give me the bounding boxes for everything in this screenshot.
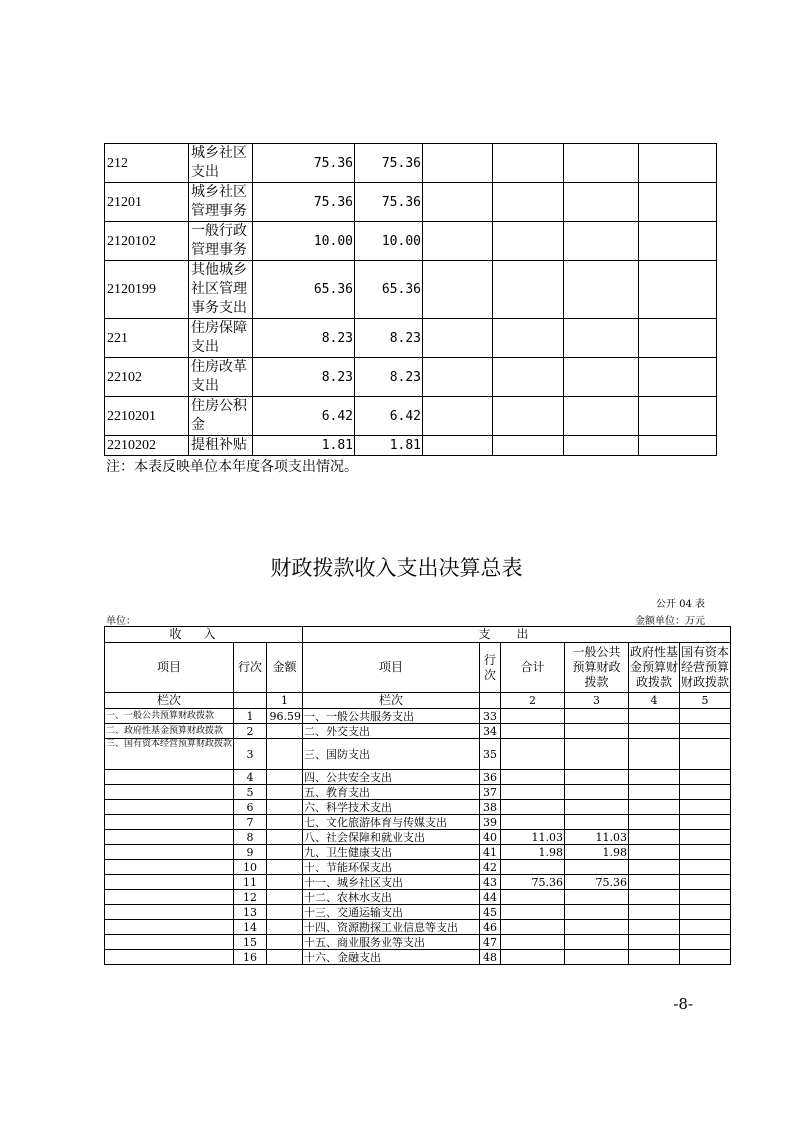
function-code: 2210201: [105, 397, 189, 436]
function-name-line: 社区管理: [191, 281, 247, 297]
expense-total: 75.36: [501, 875, 565, 890]
income-row-no: 15: [234, 935, 267, 950]
column-index-5: 5: [680, 693, 731, 709]
income-row-no: 8: [234, 830, 267, 845]
total-amount: 75.36: [253, 144, 355, 183]
header-line: 国有资本: [681, 645, 730, 659]
fund-budget-amount: [629, 875, 680, 890]
column-index-2: 2: [501, 693, 565, 709]
expense-row-no: 45: [480, 905, 501, 920]
state-capital-amount: [680, 920, 731, 935]
general-budget-header: [565, 643, 629, 693]
income-amount: [267, 815, 303, 830]
function-name-line: 城乡社区: [191, 184, 247, 200]
expense-total: [501, 770, 565, 785]
blank-cell: [639, 436, 717, 456]
expense-item: 十、节能环保支出: [303, 860, 480, 875]
blank-cell: [423, 183, 493, 222]
table-row: [105, 935, 731, 950]
general-budget-amount: [565, 709, 629, 724]
blank-cell: [564, 436, 639, 456]
blank-cell: [493, 144, 564, 183]
blank-cell: [423, 358, 493, 397]
expense-item: 十六、金融支出: [303, 950, 480, 965]
fund-budget-amount: [629, 860, 680, 875]
income-row-no: 13: [234, 905, 267, 920]
fund-budget-amount: [629, 830, 680, 845]
expense-total: [501, 800, 565, 815]
state-capital-amount: [680, 950, 731, 965]
table-row: [105, 845, 731, 860]
income-row-no: 9: [234, 845, 267, 860]
income-item-header: 项目: [105, 643, 234, 693]
page-title: 财政拨款收入支出决算总表: [270, 556, 523, 580]
function-code: 2120199: [105, 261, 189, 319]
expense-total: [501, 950, 565, 965]
basic-expense-amount: 75.36: [355, 144, 423, 183]
basic-expense-amount: 10.00: [355, 222, 423, 261]
table-row: [105, 830, 731, 845]
income-item: [105, 830, 234, 845]
income-row-no: 10: [234, 860, 267, 875]
income-amount: [267, 800, 303, 815]
expense-row-no: 47: [480, 935, 501, 950]
expense-row-no: 46: [480, 920, 501, 935]
blank-cell: [480, 693, 501, 709]
blank-cell: [234, 693, 267, 709]
state-capital-amount: [680, 739, 731, 770]
fund-budget-amount: [629, 950, 680, 965]
amount-unit-label: 金额单位：万元: [635, 616, 705, 627]
income-amount: [267, 830, 303, 845]
income-amount: [267, 770, 303, 785]
income-amount: 96.59: [267, 709, 303, 724]
fund-budget-amount: [629, 815, 680, 830]
income-row-no: 11: [234, 875, 267, 890]
function-name-line: 其他城乡: [191, 262, 247, 278]
fund-budget-amount: [629, 890, 680, 905]
function-code: 2210202: [105, 436, 189, 456]
income-item: 二、政府性基金预算财政拨款: [105, 724, 234, 739]
income-amount: [267, 920, 303, 935]
expense-row-no: 38: [480, 800, 501, 815]
expense-row-no: 39: [480, 815, 501, 830]
blank-cell: [423, 144, 493, 183]
general-budget-amount: [565, 860, 629, 875]
general-budget-amount: [565, 905, 629, 920]
income-amount: [267, 739, 303, 770]
general-budget-amount: 1.98: [565, 845, 629, 860]
income-item: [105, 890, 234, 905]
state-capital-amount: [680, 815, 731, 830]
state-capital-amount: [680, 875, 731, 890]
function-name: [189, 222, 253, 261]
general-budget-amount: [565, 739, 629, 770]
fund-budget-header: [629, 643, 680, 693]
table-row: [105, 860, 731, 875]
income-item: [105, 950, 234, 965]
basic-expense-amount: 8.23: [355, 358, 423, 397]
function-name: [189, 397, 253, 436]
function-name-line: 金: [191, 417, 205, 433]
expense-item: 二、外交支出: [303, 724, 480, 739]
expense-row-no: 41: [480, 845, 501, 860]
general-budget-amount: [565, 800, 629, 815]
table-row: [105, 770, 731, 785]
table-row: [105, 905, 731, 920]
function-name-line: 城乡社区: [191, 145, 247, 161]
basic-expense-amount: 65.36: [355, 261, 423, 319]
table-row: [105, 261, 717, 319]
function-name-line: 管理事务: [191, 203, 247, 219]
fund-budget-amount: [629, 739, 680, 770]
table-row: [105, 436, 717, 456]
state-capital-amount: [680, 724, 731, 739]
fund-budget-amount: [629, 920, 680, 935]
function-name-line: 支出: [191, 339, 219, 355]
blank-cell: [564, 397, 639, 436]
income-amount: [267, 785, 303, 800]
expense-total: [501, 739, 565, 770]
income-item: 三、国有资本经营预算财政拨款: [105, 739, 234, 770]
expense-total: [501, 935, 565, 950]
general-budget-amount: 11.03: [565, 830, 629, 845]
state-capital-amount: [680, 709, 731, 724]
income-item: [105, 800, 234, 815]
blank-cell: [493, 397, 564, 436]
blank-cell: [423, 436, 493, 456]
general-budget-amount: 75.36: [565, 875, 629, 890]
function-name: [189, 144, 253, 183]
income-item: [105, 815, 234, 830]
total-amount: 65.36: [253, 261, 355, 319]
income-row-no-header: 行次: [234, 643, 267, 693]
income-row-no: 14: [234, 920, 267, 935]
income-amount: [267, 845, 303, 860]
table-row: [105, 709, 731, 724]
amount-header: 金额: [267, 643, 303, 693]
income-item: 一、一般公共预算财政拨款: [105, 709, 234, 724]
blank-cell: [639, 397, 717, 436]
state-capital-amount: [680, 830, 731, 845]
state-capital-amount: [680, 785, 731, 800]
expense-total: [501, 815, 565, 830]
function-code: 221: [105, 319, 189, 358]
income-header: 收入: [105, 627, 303, 643]
table-row: [105, 222, 717, 261]
table-row: [105, 950, 731, 965]
total-header: 合计: [501, 643, 565, 693]
state-capital-amount: [680, 770, 731, 785]
fund-budget-amount: [629, 845, 680, 860]
blank-cell: [423, 261, 493, 319]
income-row-no: 12: [234, 890, 267, 905]
expense-row-no: 37: [480, 785, 501, 800]
general-budget-amount: [565, 950, 629, 965]
expense-item: 十二、农林水支出: [303, 890, 480, 905]
expense-total: 11.03: [501, 830, 565, 845]
expense-item: 三、国防支出: [303, 739, 480, 770]
table-row: [105, 739, 731, 770]
income-row-no: 6: [234, 800, 267, 815]
income-item: [105, 905, 234, 920]
income-amount: [267, 724, 303, 739]
blank-cell: [639, 261, 717, 319]
blank-cell: [493, 358, 564, 397]
blank-cell: [564, 261, 639, 319]
table-row: [105, 920, 731, 935]
function-name-line: 事务支出: [191, 300, 247, 316]
expense-row-no: 48: [480, 950, 501, 965]
fiscal-summary-table: [104, 626, 731, 965]
blank-cell: [493, 436, 564, 456]
state-capital-amount: [680, 800, 731, 815]
function-code: 2120102: [105, 222, 189, 261]
expense-item: 六、科学技术支出: [303, 800, 480, 815]
income-row-no: 7: [234, 815, 267, 830]
income-item: [105, 920, 234, 935]
table-row: [105, 319, 717, 358]
expense-total: [501, 724, 565, 739]
blank-cell: [564, 358, 639, 397]
table-row: [105, 183, 717, 222]
blank-cell: [493, 183, 564, 222]
expense-row-no: 43: [480, 875, 501, 890]
unit-label: 单位：: [106, 616, 136, 627]
income-amount: [267, 875, 303, 890]
expense-item: 一、一般公共服务支出: [303, 709, 480, 724]
general-budget-amount: [565, 935, 629, 950]
expense-item: 八、社会保障和就业支出: [303, 830, 480, 845]
table-row: [105, 358, 717, 397]
income-row-no: 1: [234, 709, 267, 724]
column-index-4: 4: [629, 693, 680, 709]
basic-expense-amount: 75.36: [355, 183, 423, 222]
blank-cell: [564, 222, 639, 261]
expense-header: 支出: [303, 627, 731, 643]
basic-expense-amount: 1.81: [355, 436, 423, 456]
column-index-3: 3: [565, 693, 629, 709]
general-budget-amount: [565, 770, 629, 785]
table-row: [105, 875, 731, 890]
general-budget-amount: [565, 785, 629, 800]
table-row: [105, 144, 717, 183]
income-amount: [267, 950, 303, 965]
blank-cell: [639, 144, 717, 183]
column-index-label: 栏次: [105, 693, 234, 709]
total-amount: 8.23: [253, 319, 355, 358]
table-note: 注：本表反映单位本年度各项支出情况。: [106, 459, 358, 475]
income-amount: [267, 890, 303, 905]
total-amount: 75.36: [253, 183, 355, 222]
function-name-line: 住房公积: [191, 398, 247, 414]
function-code: 22102: [105, 358, 189, 397]
table-row: [105, 815, 731, 830]
expense-item: 十四、资源勘探工业信息等支出: [303, 920, 480, 935]
expense-row-no: 44: [480, 890, 501, 905]
function-name-line: 住房保障: [191, 320, 247, 336]
state-capital-amount: [680, 845, 731, 860]
function-name: [189, 358, 253, 397]
expense-row-no: 42: [480, 860, 501, 875]
income-amount: [267, 905, 303, 920]
income-item: [105, 875, 234, 890]
expense-item: 四、公共安全支出: [303, 770, 480, 785]
state-capital-amount: [680, 935, 731, 950]
general-budget-amount: [565, 815, 629, 830]
income-item: [105, 770, 234, 785]
header-line: 金预算财: [630, 660, 679, 674]
header-line: 财政拨款: [681, 675, 730, 689]
income-row-no: 2: [234, 724, 267, 739]
blank-cell: [639, 319, 717, 358]
fund-budget-amount: [629, 935, 680, 950]
expense-item: 十三、交通运输支出: [303, 905, 480, 920]
general-budget-amount: [565, 920, 629, 935]
expense-row-no: 33: [480, 709, 501, 724]
expense-column-index-label: 栏次: [303, 693, 480, 709]
expense-total: [501, 709, 565, 724]
function-name-line: 支出: [191, 164, 219, 180]
expense-total: [501, 785, 565, 800]
function-code: 21201: [105, 183, 189, 222]
expense-total: [501, 920, 565, 935]
header-line: 经营预算: [681, 660, 730, 674]
table-row: [105, 785, 731, 800]
table-row: [105, 724, 731, 739]
general-budget-amount: [565, 890, 629, 905]
general-budget-amount: [565, 724, 629, 739]
income-item: [105, 935, 234, 950]
blank-cell: [639, 358, 717, 397]
table-row: [105, 397, 717, 436]
total-amount: 6.42: [253, 397, 355, 436]
total-amount: 1.81: [253, 436, 355, 456]
fund-budget-amount: [629, 800, 680, 815]
header-line: 政拨款: [635, 675, 672, 689]
expense-item: 九、卫生健康支出: [303, 845, 480, 860]
function-name-line: 一般行政: [191, 223, 247, 239]
function-code: 212: [105, 144, 189, 183]
function-name: [189, 183, 253, 222]
fund-budget-amount: [629, 905, 680, 920]
income-item: [105, 845, 234, 860]
expense-row-no: 34: [480, 724, 501, 739]
expenditure-detail-table: [104, 143, 717, 456]
expense-row-no: 35: [480, 739, 501, 770]
state-capital-amount: [680, 905, 731, 920]
income-row-no: 3: [234, 739, 267, 770]
table-row: [105, 800, 731, 815]
function-name-line: 管理事务: [191, 242, 247, 258]
blank-cell: [423, 222, 493, 261]
fund-budget-amount: [629, 709, 680, 724]
blank-cell: [423, 319, 493, 358]
expense-item: 七、文化旅游体育与传媒支出: [303, 815, 480, 830]
blank-cell: [493, 222, 564, 261]
blank-cell: [564, 144, 639, 183]
income-amount: [267, 860, 303, 875]
blank-cell: [423, 397, 493, 436]
expense-total: [501, 860, 565, 875]
function-name: [189, 261, 253, 319]
blank-cell: [639, 183, 717, 222]
state-capital-amount: [680, 890, 731, 905]
function-name: [189, 436, 253, 456]
income-amount: [267, 935, 303, 950]
expense-total: 1.98: [501, 845, 565, 860]
total-amount: 8.23: [253, 358, 355, 397]
function-name-line: 支出: [191, 378, 219, 394]
expense-item-header: 项目: [303, 643, 480, 693]
blank-cell: [564, 319, 639, 358]
column-index-1: 1: [267, 693, 303, 709]
table-number: 公开 04 表: [655, 599, 705, 610]
fund-budget-amount: [629, 724, 680, 739]
expense-item: 十五、商业服务业等支出: [303, 935, 480, 950]
expense-row-no: 36: [480, 770, 501, 785]
blank-cell: [564, 183, 639, 222]
blank-cell: [639, 222, 717, 261]
expense-total: [501, 905, 565, 920]
fund-budget-amount: [629, 785, 680, 800]
blank-cell: [493, 261, 564, 319]
function-name-line: 住房改革: [191, 359, 247, 375]
header-line: 政府性基: [630, 645, 679, 659]
blank-cell: [493, 319, 564, 358]
function-name-line: 提租补贴: [191, 437, 247, 453]
header-line: 预算财政: [572, 660, 621, 674]
income-row-no: 5: [234, 785, 267, 800]
income-row-no: 4: [234, 770, 267, 785]
expense-row-no-header: 行次: [480, 643, 501, 693]
expense-row-no: 40: [480, 830, 501, 845]
total-amount: 10.00: [253, 222, 355, 261]
expense-item: 十一、城乡社区支出: [303, 875, 480, 890]
expense-total: [501, 890, 565, 905]
basic-expense-amount: 8.23: [355, 319, 423, 358]
state-capital-header: [680, 643, 731, 693]
expense-item: 五、教育支出: [303, 785, 480, 800]
function-name: [189, 319, 253, 358]
state-capital-amount: [680, 860, 731, 875]
income-item: [105, 860, 234, 875]
income-row-no: 16: [234, 950, 267, 965]
basic-expense-amount: 6.42: [355, 397, 423, 436]
fund-budget-amount: [629, 770, 680, 785]
header-line: 一般公共: [572, 645, 621, 659]
table-row: [105, 890, 731, 905]
income-item: [105, 785, 234, 800]
header-line: 拨款: [584, 675, 609, 689]
page-number: -8-: [673, 995, 693, 1013]
